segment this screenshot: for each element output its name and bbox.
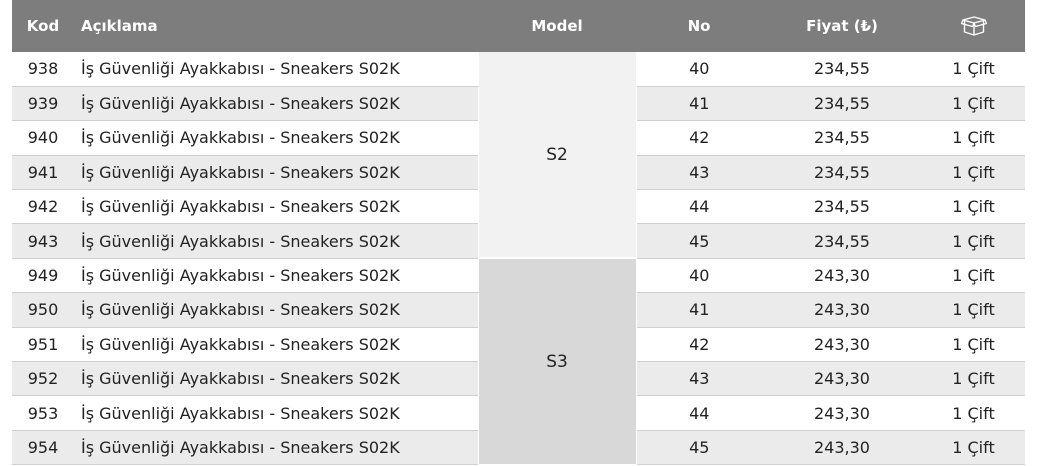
column-header-aciklama: Açıklama (81, 17, 158, 35)
cell-fiyat: 234,55 (762, 86, 922, 120)
cell-birim: 1 Çift (922, 430, 1025, 464)
cell-kod: 950 (12, 293, 74, 327)
cell-no: 41 (636, 86, 762, 120)
cell-fiyat: 234,55 (762, 52, 922, 86)
cell-birim: 1 Çift (922, 190, 1025, 224)
cell-aciklama: İş Güvenliği Ayakkabısı - Sneakers S02K (74, 327, 478, 361)
cell-no: 43 (636, 362, 762, 396)
column-header-kod: Kod (26, 17, 60, 35)
table-header-row (12, 0, 1025, 52)
cell-kod: 954 (12, 430, 74, 464)
cell-kod: 939 (12, 86, 74, 120)
cell-aciklama: İş Güvenliği Ayakkabısı - Sneakers S02K (74, 86, 478, 120)
cell-fiyat: 243,30 (762, 327, 922, 361)
cell-kod: 951 (12, 327, 74, 361)
cell-birim: 1 Çift (922, 121, 1025, 155)
cell-aciklama: İş Güvenliği Ayakkabısı - Sneakers S02K (74, 258, 478, 292)
cell-kod: 952 (12, 362, 74, 396)
table-row (12, 258, 1025, 292)
cell-kod: 943 (12, 224, 74, 258)
cell-aciklama: İş Güvenliği Ayakkabısı - Sneakers S02K (74, 396, 478, 430)
column-header-model: Model (531, 17, 583, 35)
cell-birim: 1 Çift (922, 293, 1025, 327)
table-row (12, 52, 1025, 86)
cell-no: 40 (636, 52, 762, 86)
cell-kod: 953 (12, 396, 74, 430)
cell-model: S3 (478, 258, 636, 464)
cell-birim: 1 Çift (922, 362, 1025, 396)
cell-no: 45 (636, 224, 762, 258)
cell-no: 41 (636, 293, 762, 327)
cell-birim: 1 Çift (922, 52, 1025, 86)
column-header-unit (922, 0, 1025, 52)
cell-birim: 1 Çift (922, 86, 1025, 120)
cell-kod: 949 (12, 258, 74, 292)
cell-model: S2 (478, 52, 636, 258)
cell-fiyat: 243,30 (762, 258, 922, 292)
cell-aciklama: İş Güvenliği Ayakkabısı - Sneakers S02K (74, 155, 478, 189)
cell-aciklama: İş Güvenliği Ayakkabısı - Sneakers S02K (74, 362, 478, 396)
cell-aciklama: İş Güvenliği Ayakkabısı - Sneakers S02K (74, 224, 478, 258)
cell-fiyat: 243,30 (762, 362, 922, 396)
cell-no: 44 (636, 396, 762, 430)
cell-aciklama: İş Güvenliği Ayakkabısı - Sneakers S02K (74, 52, 478, 86)
cell-aciklama: İş Güvenliği Ayakkabısı - Sneakers S02K (74, 121, 478, 155)
cell-kod: 938 (12, 52, 74, 86)
price-table (12, 0, 1025, 466)
cell-fiyat: 243,30 (762, 430, 922, 464)
cell-birim: 1 Çift (922, 327, 1025, 361)
cell-aciklama: İş Güvenliği Ayakkabısı - Sneakers S02K (74, 293, 478, 327)
cell-birim: 1 Çift (922, 396, 1025, 430)
cell-no: 42 (636, 121, 762, 155)
cell-no: 43 (636, 155, 762, 189)
cell-kod: 941 (12, 155, 74, 189)
column-header-no: No (687, 17, 711, 35)
cell-kod: 942 (12, 190, 74, 224)
cell-fiyat: 234,55 (762, 121, 922, 155)
column-header-fiyat: Fiyat (₺) (806, 17, 878, 35)
cell-aciklama: İş Güvenliği Ayakkabısı - Sneakers S02K (74, 190, 478, 224)
cell-no: 42 (636, 327, 762, 361)
cell-fiyat: 243,30 (762, 293, 922, 327)
box-icon (961, 15, 987, 37)
cell-birim: 1 Çift (922, 258, 1025, 292)
cell-fiyat: 243,30 (762, 396, 922, 430)
cell-fiyat: 234,55 (762, 190, 922, 224)
cell-fiyat: 234,55 (762, 224, 922, 258)
cell-fiyat: 234,55 (762, 155, 922, 189)
cell-no: 44 (636, 190, 762, 224)
cell-birim: 1 Çift (922, 155, 1025, 189)
cell-aciklama: İş Güvenliği Ayakkabısı - Sneakers S02K (74, 430, 478, 464)
cell-kod: 940 (12, 121, 74, 155)
cell-birim: 1 Çift (922, 224, 1025, 258)
cell-no: 45 (636, 430, 762, 464)
cell-no: 40 (636, 258, 762, 292)
